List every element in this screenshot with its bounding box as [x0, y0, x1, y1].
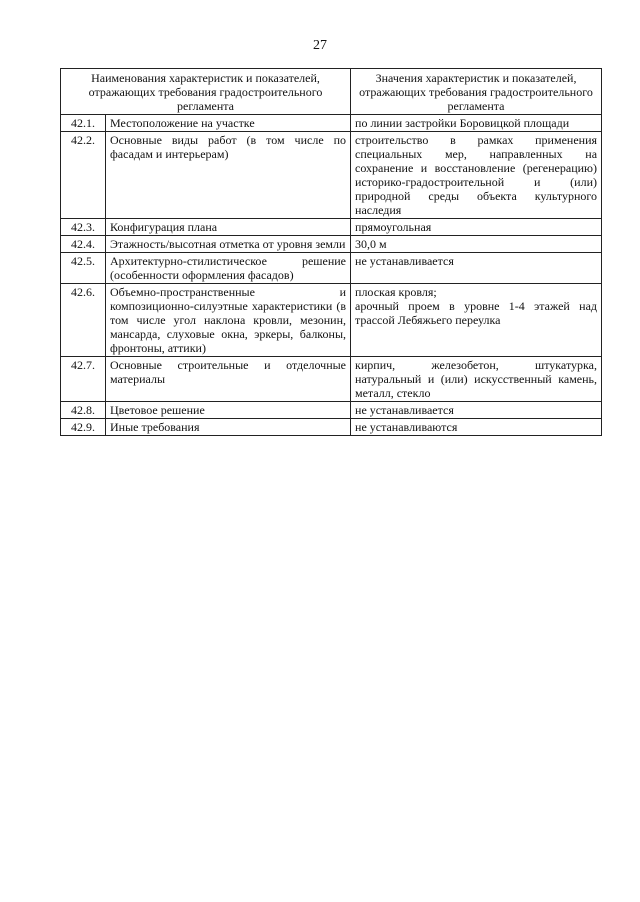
row-number: 42.3. [61, 219, 106, 236]
page-number: 27 [313, 38, 327, 53]
table-row [61, 284, 602, 357]
table-row [61, 357, 602, 402]
row-number: 42.7. [61, 357, 106, 402]
row-characteristic: Объемно-пространственные и композиционно-силуэтные характеристики (в том числе угол наклона кровли, мезонин, мансарда, слуховые окна, эркеры, балконы, фронтоны, аттики) [106, 284, 351, 357]
row-value: плоская кровля; арочный проем в уровне 1-4 этажей над трассой Лебяжьего переулка [351, 284, 602, 357]
table-header-row [61, 69, 602, 115]
row-number: 42.5. [61, 253, 106, 284]
row-number: 42.2. [61, 132, 106, 219]
row-value: по линии застройки Боровицкой площади [351, 115, 602, 132]
row-value: кирпич, железобетон, штукатурка, натуральный и (или) искусственный камень, металл, стекло [351, 357, 602, 402]
row-value: не устанавливается [351, 253, 602, 284]
row-number: 42.6. [61, 284, 106, 357]
row-value: прямоугольная [351, 219, 602, 236]
header-characteristic-value: Значения характеристик и показателей, отражающих требования градостроительного регламента [351, 69, 602, 115]
row-number: 42.4. [61, 236, 106, 253]
row-value: 30,0 м [351, 236, 602, 253]
row-number: 42.1. [61, 115, 106, 132]
row-characteristic: Конфигурация плана [106, 219, 351, 236]
table-row [61, 132, 602, 219]
row-characteristic: Цветовое решение [106, 402, 351, 419]
row-number: 42.9. [61, 419, 106, 436]
regulation-table [60, 68, 602, 436]
table-row [61, 115, 602, 132]
row-characteristic: Иные требования [106, 419, 351, 436]
header-characteristic-name: Наименования характеристик и показателей, отражающих требования градостроительного регламента [61, 69, 351, 115]
table-row [61, 402, 602, 419]
row-characteristic: Основные строительные и отделочные материалы [106, 357, 351, 402]
row-characteristic: Этажность/высотная отметка от уровня земли [106, 236, 351, 253]
table-row [61, 253, 602, 284]
row-value: не устанавливаются [351, 419, 602, 436]
table-row [61, 419, 602, 436]
table-row [61, 236, 602, 253]
table-row [61, 219, 602, 236]
row-value: не устанавливается [351, 402, 602, 419]
row-number: 42.8. [61, 402, 106, 419]
row-characteristic: Архитектурно-стилистическое решение (особенности оформления фасадов) [106, 253, 351, 284]
row-characteristic: Местоположение на участке [106, 115, 351, 132]
row-characteristic: Основные виды работ (в том числе по фасадам и интерьерам) [106, 132, 351, 219]
row-value: строительство в рамках применения специальных мер, направленных на сохранение и восстановление (регенерацию) историко-градостроительной и (или) природной среды объекта культурного наследия [351, 132, 602, 219]
